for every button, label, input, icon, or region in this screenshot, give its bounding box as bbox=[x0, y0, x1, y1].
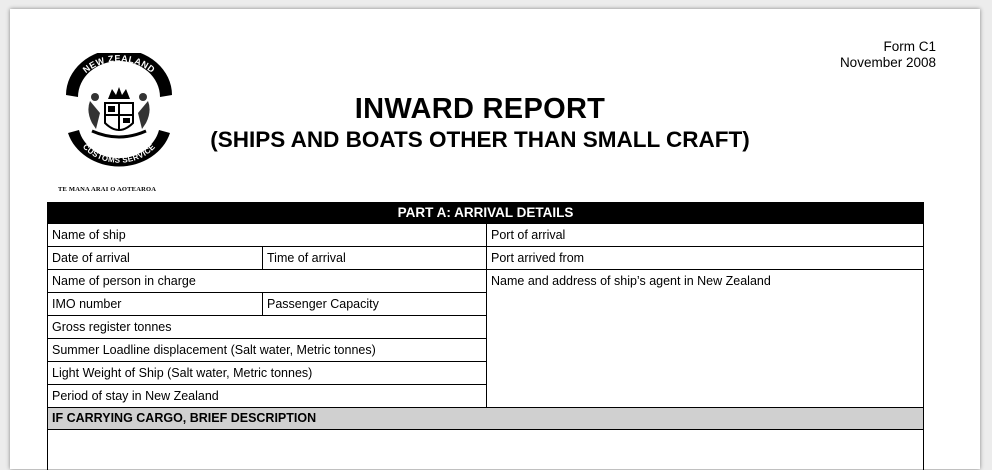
svg-text:CUSTOMS SERVICE: CUSTOMS SERVICE bbox=[80, 142, 158, 165]
person-in-charge-field[interactable] bbox=[47, 270, 486, 293]
cargo-description-field[interactable] bbox=[47, 430, 924, 470]
name-of-ship-field[interactable] bbox=[47, 224, 486, 247]
time-of-arrival-field[interactable]: Time of arrival bbox=[262, 247, 486, 269]
part-a-header: PART A: ARRIVAL DETAILS bbox=[47, 202, 924, 224]
passenger-capacity-field[interactable]: Passenger Capacity bbox=[262, 293, 486, 315]
date-of-arrival-field[interactable]: Date of arrival bbox=[52, 251, 130, 265]
summer-loadline-field[interactable] bbox=[47, 339, 486, 362]
name-of-ship-label: Name of ship bbox=[52, 228, 126, 242]
summer-loadline-label: Summer Loadline displacement (Salt water, Metric tonnes) bbox=[52, 343, 376, 357]
gross-register-label: Gross register tonnes bbox=[52, 320, 172, 334]
form-number-block bbox=[840, 39, 936, 71]
port-arrived-from-field[interactable]: Port arrived from bbox=[487, 247, 923, 270]
person-in-charge-label: Name of person in charge bbox=[52, 274, 196, 288]
svg-text:NEW ZEALAND: NEW ZEALAND bbox=[80, 53, 158, 75]
form-number: Form C1 bbox=[883, 39, 936, 54]
form-date: November 2008 bbox=[839, 55, 936, 70]
gross-register-field[interactable] bbox=[47, 316, 486, 339]
imo-number-field[interactable]: IMO number bbox=[52, 297, 122, 311]
light-weight-label: Light Weight of Ship (Salt water, Metric tonnes) bbox=[52, 366, 313, 380]
page-title: INWARD REPORT bbox=[354, 93, 606, 125]
cargo-description-header: IF CARRYING CARGO, BRIEF DESCRIPTION bbox=[47, 408, 924, 430]
period-of-stay-field[interactable] bbox=[47, 385, 486, 408]
period-of-stay-label: Period of stay in New Zealand bbox=[52, 389, 219, 403]
port-of-arrival-field[interactable]: Port of arrival bbox=[487, 224, 923, 247]
light-weight-field[interactable] bbox=[47, 362, 486, 385]
logo-motto: TE MANA ARAI O AOTEAROA bbox=[58, 186, 157, 193]
ship-agent-field[interactable]: Name and address of ship’s agent in New Zealand bbox=[491, 274, 771, 288]
page-subtitle: (SHIPS AND BOATS OTHER THAN SMALL CRAFT) bbox=[210, 127, 750, 152]
part-a-table bbox=[47, 202, 924, 470]
